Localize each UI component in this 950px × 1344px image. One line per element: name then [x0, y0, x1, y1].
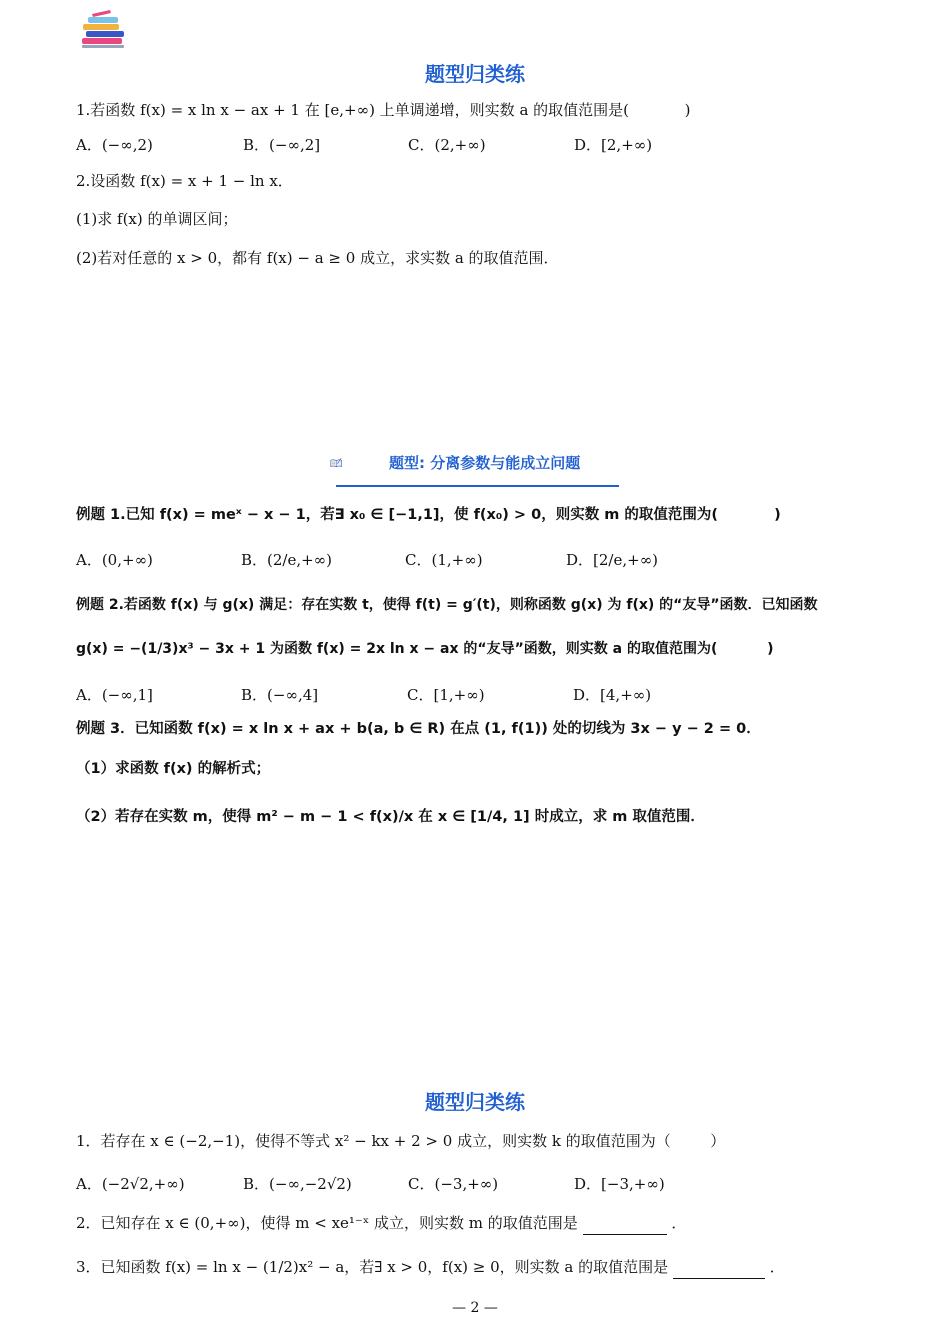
example-3-text: 例题 3．已知函数 f(x) = x ln x + ax + b(a, b ∈ R) 在点 (1, f(1)) 处的切线为 3x − y − 2 = 0．: [76, 721, 761, 737]
question-2-part-1: (1)求 f(x) 的单调区间；: [76, 210, 238, 228]
s2-question-1-bracket: ）: [710, 1132, 726, 1150]
example-3-part-1: （1）求函数 f(x) 的解析式；: [76, 761, 271, 777]
example-2-line-1: 例题 2.若函数 f(x) 与 g(x) 满足：存在实数 t，使得 f(t) = g′(t)，则称函数 g(x) 为 f(x) 的“友导”函数．已知函数: [76, 597, 818, 613]
example-3-part-2: （2）若存在实数 m，使得 m² − m − 1 < f(x)/x 在 x ∈ [1/4, 1] 时成立，求 m 取值范围．: [76, 809, 705, 825]
question-1-bracket: ): [684, 101, 691, 119]
e2-option-c: C．[1,+∞): [407, 686, 485, 704]
e2-option-d: D．[4,+∞): [573, 686, 652, 704]
question-2-text: 2.设函数 f(x) = x + 1 − ln x．: [76, 172, 293, 190]
q1-option-a: A．(−∞,2): [76, 136, 153, 154]
example-2-line-2: g(x) = −(1/3)x³ − 3x + 1 为函数 f(x) = 2x ln x − ax 的“友导”函数，则实数 a 的取值范围为(: [76, 641, 718, 657]
page-number: — 2 —: [452, 1300, 498, 1316]
s2-question-3-text: 3．已知函数 f(x) = ln x − (1/2)x² − a，若∃ x > 0，f(x) ≥ 0，则实数 a 的取值范围是: [76, 1258, 669, 1276]
banner-title: 题型: 分离参数与能成立问题: [389, 454, 581, 472]
e2-option-b: B．(−∞,4]: [241, 686, 319, 704]
s2-q3-period: ．: [769, 1258, 785, 1276]
example-1-text: 例题 1.已知 f(x) = meˣ − x − 1，若∃ x₀ ∈ [−1,1]，使 f(x₀) > 0，则实数 m 的取值范围为(: [76, 507, 719, 523]
q1-option-c: C．(2,+∞): [408, 136, 486, 154]
example-1-bracket: ): [774, 507, 781, 523]
q1-option-b: B．(−∞,2]: [243, 136, 321, 154]
e1-option-b: B．(2/e,+∞): [241, 551, 333, 569]
s2-q1-option-c: C．(−3,+∞): [408, 1175, 499, 1193]
example-2-bracket: ): [767, 641, 774, 657]
e1-option-c: C．(1,+∞): [405, 551, 483, 569]
e1-option-a: A．(0,+∞): [76, 551, 153, 569]
s2-q3-answer-blank: [673, 1256, 765, 1279]
s2-q1-option-a: A．(−2√2,+∞): [76, 1175, 185, 1193]
section-title-2: 题型归类练: [425, 1090, 525, 1114]
s2-question-2-text: 2．已知存在 x ∈ (0,+∞)，使得 m < xe¹⁻ˣ 成立，则实数 m 的取值范围是: [76, 1214, 578, 1232]
banner-underline: [336, 485, 619, 487]
s2-question-1-text: 1．若存在 x ∈ (−2,−1)，使得不等式 x² − kx + 2 > 0 成立，则实数 k 的取值范围为（: [76, 1132, 671, 1150]
book-pen-icon: [330, 436, 390, 490]
s2-q2-period: ．: [671, 1214, 687, 1232]
s2-q2-answer-blank: [583, 1212, 667, 1235]
e2-option-a: A．(−∞,1]: [76, 686, 153, 704]
s2-q1-option-d: D．[−3,+∞): [574, 1175, 665, 1193]
q1-option-d: D．[2,+∞): [574, 136, 653, 154]
s2-q1-option-b: B．(−∞,−2√2): [243, 1175, 352, 1193]
e1-option-d: D．[2/e,+∞): [566, 551, 659, 569]
books-logo-icon: [80, 8, 130, 52]
question-2-part-2: (2)若对任意的 x > 0，都有 f(x) − a ≥ 0 成立，求实数 a 的取值范围．: [76, 249, 559, 267]
section-title: 题型归类练: [425, 62, 525, 86]
question-1-text: 1.若函数 f(x) = x ln x − ax + 1 在 [e,+∞) 上单调递增，则实数 a 的取值范围是(: [76, 101, 630, 119]
